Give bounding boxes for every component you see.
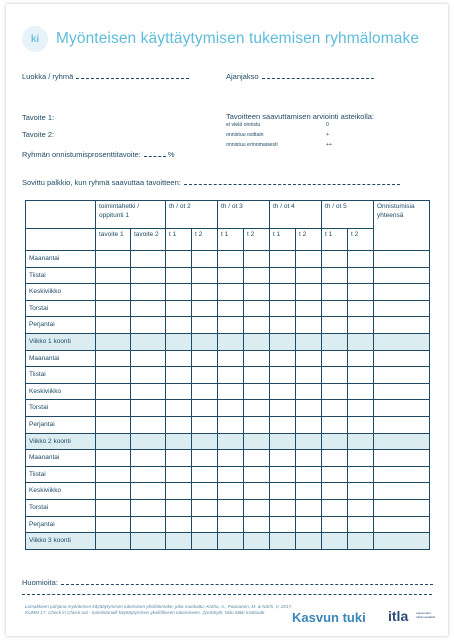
total-cell[interactable] — [374, 300, 430, 317]
subheader: t 2 — [296, 229, 322, 251]
kasvun-tuki-logo: Kasvun tuki — [292, 610, 366, 625]
entry-cell[interactable] — [348, 516, 374, 533]
entry-cell[interactable] — [322, 416, 348, 433]
entry-cell[interactable] — [322, 433, 348, 450]
week-summary-row — [26, 533, 430, 550]
entry-cell[interactable] — [322, 267, 348, 284]
table-row — [26, 499, 430, 516]
total-cell[interactable] — [374, 450, 430, 467]
row-label: Viikko 2 koonti — [26, 433, 96, 450]
total-cell[interactable] — [374, 317, 430, 334]
entry-cell[interactable] — [322, 383, 348, 400]
scale-item-2 — [226, 142, 333, 148]
entry-cell[interactable] — [192, 333, 218, 350]
subheader: t 1 — [166, 229, 192, 251]
entry-cell[interactable] — [192, 483, 218, 500]
entry-cell[interactable] — [218, 400, 244, 417]
entry-cell[interactable] — [166, 251, 192, 268]
period-blank[interactable] — [262, 72, 374, 79]
entry-cell[interactable] — [96, 450, 131, 467]
total-cell[interactable] — [374, 433, 430, 450]
entry-cell[interactable] — [322, 333, 348, 350]
total-cell[interactable] — [374, 251, 430, 268]
entry-cell[interactable] — [244, 300, 270, 317]
entry-cell[interactable] — [270, 300, 296, 317]
entry-cell[interactable] — [96, 300, 131, 317]
scale-label-2: onnistuu erinomaisesti — [226, 142, 278, 148]
entry-cell[interactable] — [270, 416, 296, 433]
entry-cell[interactable] — [296, 433, 322, 450]
row-label: Keskiviikko — [26, 483, 96, 500]
entry-cell[interactable] — [296, 466, 322, 483]
header-row-2 — [26, 229, 430, 251]
scale-symbol-2: ++ — [326, 142, 333, 148]
entry-cell[interactable] — [244, 317, 270, 334]
entry-cell[interactable] — [322, 466, 348, 483]
week-summary-row — [26, 433, 430, 450]
entry-cell[interactable] — [166, 284, 192, 301]
table-row — [26, 383, 430, 400]
scale-item-0 — [226, 122, 329, 128]
entry-cell[interactable] — [270, 367, 296, 384]
entry-cell[interactable] — [296, 499, 322, 516]
entry-cell[interactable] — [270, 466, 296, 483]
header-group: th / ot 4 — [270, 201, 322, 229]
entry-cell[interactable] — [296, 416, 322, 433]
entry-cell[interactable] — [322, 300, 348, 317]
row-label: Tiistai — [26, 267, 96, 284]
class-label: Luokka / ryhmä — [22, 72, 74, 81]
entry-cell[interactable] — [192, 317, 218, 334]
entry-cell[interactable] — [192, 383, 218, 400]
entry-cell[interactable] — [131, 350, 166, 367]
entry-cell[interactable] — [348, 400, 374, 417]
entry-cell[interactable] — [166, 466, 192, 483]
row-label: Maanantai — [26, 450, 96, 467]
entry-cell[interactable] — [270, 284, 296, 301]
entry-cell[interactable] — [270, 433, 296, 450]
entry-cell[interactable] — [131, 499, 166, 516]
table-row — [26, 267, 430, 284]
week-summary-row — [26, 333, 430, 350]
entry-cell[interactable] — [270, 251, 296, 268]
entry-cell[interactable] — [296, 516, 322, 533]
entry-cell[interactable] — [166, 333, 192, 350]
entry-cell[interactable] — [96, 466, 131, 483]
entry-cell[interactable] — [192, 466, 218, 483]
entry-cell[interactable] — [166, 483, 192, 500]
entry-cell[interactable] — [131, 416, 166, 433]
entry-cell[interactable] — [192, 433, 218, 450]
entry-cell[interactable] — [296, 333, 322, 350]
entry-cell[interactable] — [244, 333, 270, 350]
entry-cell[interactable] — [322, 516, 348, 533]
entry-cell[interactable] — [218, 284, 244, 301]
footer-note: Lomakkeen pohjana myönteisen käyttäytymisen tukemisen yksilölomake, joka muokattu, Karhu, A., Paananen, M. & Närhi, V. 2017. KUMM 17. Check in Check out - toimintamalli käyttäytymisen yksilölliseen tukemiseen. Jyväskylä: Niilo Mäki Instituutti — [25, 604, 293, 615]
entry-cell[interactable] — [192, 516, 218, 533]
table-row — [26, 300, 430, 317]
scale-item-1 — [226, 132, 330, 138]
entry-cell[interactable] — [244, 483, 270, 500]
subheader: t 1 — [322, 229, 348, 251]
scale-label-0: ei vielä onnistu — [226, 122, 261, 128]
entry-cell[interactable] — [296, 267, 322, 284]
header-group: th / ot 5 — [322, 201, 374, 229]
entry-cell[interactable] — [270, 483, 296, 500]
entry-cell[interactable] — [131, 450, 166, 467]
entry-cell[interactable] — [270, 383, 296, 400]
entry-cell[interactable] — [218, 516, 244, 533]
entry-cell[interactable] — [96, 367, 131, 384]
entry-cell[interactable] — [322, 284, 348, 301]
reward-blank[interactable] — [184, 178, 400, 185]
total-cell[interactable] — [374, 400, 430, 417]
class-blank[interactable] — [76, 72, 189, 79]
entry-cell[interactable] — [348, 433, 374, 450]
entry-cell[interactable] — [131, 400, 166, 417]
entry-cell[interactable] — [166, 433, 192, 450]
entry-cell[interactable] — [296, 284, 322, 301]
entry-cell[interactable] — [244, 516, 270, 533]
entry-cell[interactable] — [218, 416, 244, 433]
entry-cell[interactable] — [218, 367, 244, 384]
entry-cell[interactable] — [348, 499, 374, 516]
scale-symbol-1: + — [326, 132, 330, 138]
entry-cell[interactable] — [322, 533, 348, 550]
entry-cell[interactable] — [96, 499, 131, 516]
header-group: toimintahetki / oppitunti 1 — [96, 201, 166, 229]
entry-cell[interactable] — [192, 350, 218, 367]
table-body — [26, 201, 430, 550]
subheader: t 1 — [270, 229, 296, 251]
total-cell[interactable] — [374, 483, 430, 500]
entry-cell[interactable] — [270, 499, 296, 516]
entry-cell[interactable] — [218, 499, 244, 516]
entry-cell[interactable] — [131, 251, 166, 268]
entry-cell[interactable] — [270, 333, 296, 350]
row-label: Torstai — [26, 400, 96, 417]
entry-cell[interactable] — [96, 267, 131, 284]
entry-cell[interactable] — [296, 317, 322, 334]
entry-cell[interactable] — [348, 483, 374, 500]
entry-cell[interactable] — [348, 450, 374, 467]
row-label: Viikko 1 koonti — [26, 333, 96, 350]
entry-cell[interactable] — [296, 483, 322, 500]
entry-cell[interactable] — [192, 450, 218, 467]
entry-cell[interactable] — [96, 333, 131, 350]
entry-cell[interactable] — [244, 284, 270, 301]
entry-cell[interactable] — [296, 251, 322, 268]
period-label: Ajanjakso — [226, 72, 259, 81]
entry-cell[interactable] — [244, 400, 270, 417]
total-cell[interactable] — [374, 466, 430, 483]
entry-cell[interactable] — [218, 466, 244, 483]
entry-cell[interactable] — [192, 284, 218, 301]
entry-cell[interactable] — [348, 533, 374, 550]
entry-cell[interactable] — [218, 251, 244, 268]
entry-cell[interactable] — [96, 433, 131, 450]
entry-cell[interactable] — [244, 533, 270, 550]
entry-cell[interactable] — [218, 450, 244, 467]
entry-cell[interactable] — [348, 350, 374, 367]
entry-cell[interactable] — [348, 383, 374, 400]
entry-cell[interactable] — [244, 251, 270, 268]
table-row — [26, 400, 430, 417]
entry-cell[interactable] — [270, 450, 296, 467]
entry-cell[interactable] — [244, 383, 270, 400]
entry-cell[interactable] — [322, 350, 348, 367]
itla-logo-subtitle: Lapsuuden tutkimussäätiö — [416, 611, 436, 619]
row-label: Viikko 3 koonti — [26, 533, 96, 550]
entry-cell[interactable] — [166, 450, 192, 467]
class-field — [22, 72, 189, 81]
total-cell[interactable] — [374, 383, 430, 400]
entry-cell[interactable] — [166, 300, 192, 317]
entry-cell[interactable] — [96, 284, 131, 301]
entry-cell[interactable] — [166, 267, 192, 284]
entry-cell[interactable] — [296, 350, 322, 367]
subheader: t 1 — [218, 229, 244, 251]
entry-cell[interactable] — [131, 516, 166, 533]
entry-cell[interactable] — [270, 533, 296, 550]
total-cell[interactable] — [374, 533, 430, 550]
notes-field — [22, 578, 433, 587]
tracking-table — [25, 200, 430, 550]
entry-cell[interactable] — [270, 350, 296, 367]
entry-cell[interactable] — [296, 300, 322, 317]
table-row — [26, 251, 430, 268]
entry-cell[interactable] — [296, 533, 322, 550]
scale-label-1: onnistuu osittain — [226, 132, 264, 138]
total-header: Onnistumisia yhteensä — [374, 201, 430, 251]
entry-cell[interactable] — [218, 433, 244, 450]
entry-cell[interactable] — [131, 300, 166, 317]
entry-cell[interactable] — [131, 483, 166, 500]
entry-cell[interactable] — [218, 350, 244, 367]
entry-cell[interactable] — [218, 333, 244, 350]
entry-cell[interactable] — [322, 499, 348, 516]
subheader: t 2 — [348, 229, 374, 251]
total-cell[interactable] — [374, 499, 430, 516]
row-label: Tiistai — [26, 466, 96, 483]
period-field — [226, 72, 374, 81]
entry-cell[interactable] — [96, 416, 131, 433]
row-label: Torstai — [26, 499, 96, 516]
form-page — [6, 4, 448, 636]
table-row — [26, 450, 430, 467]
entry-cell[interactable] — [218, 483, 244, 500]
entry-cell[interactable] — [96, 350, 131, 367]
entry-cell[interactable] — [244, 267, 270, 284]
subheader: tavoite 2 — [131, 229, 166, 251]
entry-cell[interactable] — [131, 284, 166, 301]
entry-cell[interactable] — [218, 267, 244, 284]
row-label: Maanantai — [26, 350, 96, 367]
entry-cell[interactable] — [131, 433, 166, 450]
entry-cell[interactable] — [348, 416, 374, 433]
entry-cell[interactable] — [244, 416, 270, 433]
entry-cell[interactable] — [296, 450, 322, 467]
entry-cell[interactable] — [218, 300, 244, 317]
entry-cell[interactable] — [322, 317, 348, 334]
entry-cell[interactable] — [322, 367, 348, 384]
entry-cell[interactable] — [322, 400, 348, 417]
subheader: t 2 — [244, 229, 270, 251]
scale-symbol-0: 0 — [326, 122, 329, 128]
row-label: Torstai — [26, 300, 96, 317]
success-pct-label: Ryhmän onnistumisprosenttitavoite: — [22, 150, 141, 159]
entry-cell[interactable] — [96, 400, 131, 417]
entry-cell[interactable] — [348, 251, 374, 268]
total-cell[interactable] — [374, 416, 430, 433]
entry-cell[interactable] — [166, 499, 192, 516]
entry-cell[interactable] — [270, 400, 296, 417]
total-cell[interactable] — [374, 367, 430, 384]
total-cell[interactable] — [374, 284, 430, 301]
notes-line-2[interactable] — [22, 594, 432, 595]
entry-cell[interactable] — [131, 367, 166, 384]
row-label: Perjantai — [26, 317, 96, 334]
goal1-label: Tavoite 1: — [22, 113, 55, 122]
table-row — [26, 317, 430, 334]
entry-cell[interactable] — [270, 267, 296, 284]
entry-cell[interactable] — [96, 483, 131, 500]
scale-title: Tavoitteen saavuttamisen arviointi asteikolla: — [226, 112, 374, 121]
entry-cell[interactable] — [192, 267, 218, 284]
row-label: Tiistai — [26, 367, 96, 384]
row-label: Perjantai — [26, 416, 96, 433]
entry-cell[interactable] — [244, 433, 270, 450]
entry-cell[interactable] — [322, 251, 348, 268]
total-cell[interactable] — [374, 516, 430, 533]
entry-cell[interactable] — [96, 516, 131, 533]
header-group: th / ot 3 — [218, 201, 270, 229]
entry-cell[interactable] — [131, 317, 166, 334]
reward-label: Sovittu palkkio, kun ryhmä saavuttaa tavoitteen: — [22, 178, 181, 187]
table-row — [26, 483, 430, 500]
total-cell[interactable] — [374, 350, 430, 367]
entry-cell[interactable] — [166, 317, 192, 334]
table-row — [26, 516, 430, 533]
table-row — [26, 466, 430, 483]
header — [22, 26, 419, 52]
entry-cell[interactable] — [244, 450, 270, 467]
entry-cell[interactable] — [296, 367, 322, 384]
goal2-label: Tavoite 2: — [22, 130, 55, 139]
entry-cell[interactable] — [166, 367, 192, 384]
entry-cell[interactable] — [348, 466, 374, 483]
success-pct-suffix: % — [167, 150, 175, 159]
entry-cell[interactable] — [218, 317, 244, 334]
entry-cell[interactable] — [131, 333, 166, 350]
entry-cell[interactable] — [348, 317, 374, 334]
entry-cell[interactable] — [348, 300, 374, 317]
entry-cell[interactable] — [244, 350, 270, 367]
entry-cell[interactable] — [296, 383, 322, 400]
table-row — [26, 367, 430, 384]
entry-cell[interactable] — [96, 317, 131, 334]
entry-cell[interactable] — [192, 416, 218, 433]
entry-cell[interactable] — [244, 466, 270, 483]
entry-cell[interactable] — [166, 533, 192, 550]
entry-cell[interactable] — [348, 284, 374, 301]
ki-logo-icon: ki — [22, 26, 48, 52]
table-row — [26, 284, 430, 301]
entry-cell[interactable] — [166, 416, 192, 433]
entry-cell[interactable] — [166, 516, 192, 533]
entry-cell[interactable] — [96, 383, 131, 400]
entry-cell[interactable] — [96, 533, 131, 550]
entry-cell[interactable] — [218, 383, 244, 400]
subheader: tavoite 1 — [96, 229, 131, 251]
notes-blank[interactable] — [61, 578, 433, 585]
entry-cell[interactable] — [166, 383, 192, 400]
subheader: t 2 — [192, 229, 218, 251]
entry-cell[interactable] — [244, 367, 270, 384]
corner-cell — [26, 201, 96, 229]
notes-label: Huomioita: — [22, 578, 58, 587]
entry-cell[interactable] — [166, 400, 192, 417]
entry-cell[interactable] — [270, 317, 296, 334]
header-group: th / ot 2 — [166, 201, 218, 229]
table-row — [26, 416, 430, 433]
table-row — [26, 350, 430, 367]
row-label: Keskiviikko — [26, 284, 96, 301]
row-label: Keskiviikko — [26, 383, 96, 400]
entry-cell[interactable] — [131, 466, 166, 483]
reward-field — [22, 178, 400, 187]
entry-cell[interactable] — [322, 450, 348, 467]
entry-cell[interactable] — [244, 499, 270, 516]
entry-cell[interactable] — [348, 333, 374, 350]
entry-cell[interactable] — [192, 251, 218, 268]
entry-cell[interactable] — [166, 350, 192, 367]
entry-cell[interactable] — [192, 400, 218, 417]
itla-logo: itla — [388, 608, 409, 624]
entry-cell[interactable] — [348, 267, 374, 284]
entry-cell[interactable] — [218, 533, 244, 550]
header-row-1 — [26, 201, 430, 229]
entry-cell[interactable] — [131, 383, 166, 400]
entry-cell[interactable] — [322, 483, 348, 500]
entry-cell[interactable] — [192, 300, 218, 317]
row-label: Maanantai — [26, 251, 96, 268]
entry-cell[interactable] — [270, 516, 296, 533]
entry-cell[interactable] — [131, 267, 166, 284]
entry-cell[interactable] — [192, 367, 218, 384]
row-label: Perjantai — [26, 516, 96, 533]
total-cell[interactable] — [374, 333, 430, 350]
entry-cell[interactable] — [296, 400, 322, 417]
corner-cell — [26, 229, 96, 251]
total-cell[interactable] — [374, 267, 430, 284]
success-pct-blank[interactable] — [144, 150, 166, 157]
entry-cell[interactable] — [131, 533, 166, 550]
entry-cell[interactable] — [192, 499, 218, 516]
entry-cell[interactable] — [192, 533, 218, 550]
entry-cell[interactable] — [348, 367, 374, 384]
success-pct-field — [22, 150, 175, 159]
entry-cell[interactable] — [96, 251, 131, 268]
page-title: Myönteisen käyttäytymisen tukemisen ryhmälomake — [56, 30, 420, 47]
